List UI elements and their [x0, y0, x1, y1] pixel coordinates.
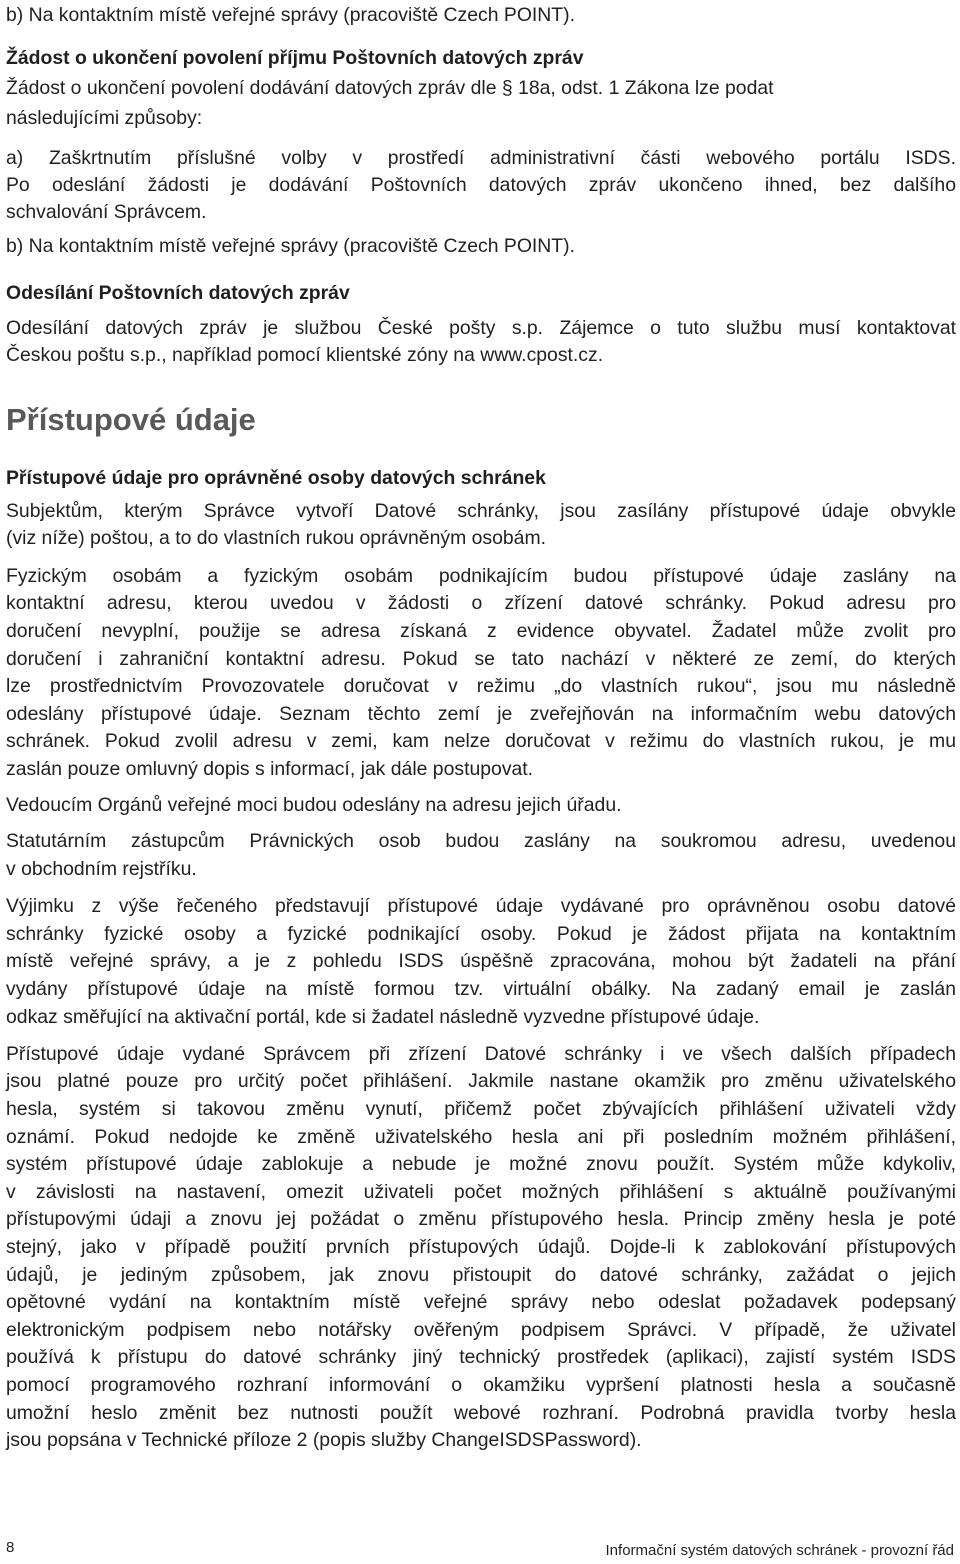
subheading: Přístupové údaje pro oprávněné osoby datových schránek: [6, 467, 546, 489]
paragraph-line: údajů, je jediným způsobem, jak znovu přistoupit do datové schránky, zažádat o jejich: [6, 1264, 956, 1286]
paragraph-line: stejný, jako v případě použití prvních přístupových údajů. Dojde-li k zablokování přístupových: [6, 1236, 956, 1258]
paragraph-line: pomocí programového rozhraní informování o okamžiku vypršení platnosti hesla a současně: [6, 1374, 956, 1396]
paragraph-line: umožní heslo změnit bez nutnosti použít webové rozhraní. Podrobná pravidla tvorby hesla: [6, 1402, 956, 1424]
paragraph-line: Fyzickým osobám a fyzickým osobám podnikajícím budou přístupové údaje zaslány na: [6, 565, 956, 587]
paragraph-line: Přístupové údaje vydané Správcem při zřízení Datové schránky i ve všech dalších případech: [6, 1043, 956, 1065]
paragraph-line: následujícími způsoby:: [6, 107, 203, 129]
page-number: 8: [6, 1539, 15, 1556]
paragraph-line: schránky fyzické osoby a fyzické podnikající osoby. Pokud je žádost přijata na kontaktním: [6, 923, 956, 945]
paragraph-line: hesla, systém si takovou změnu vynutí, přičemž počet zbývajících přihlášení uživateli vždy: [6, 1098, 956, 1120]
paragraph-line: elektronickým podpisem nebo notářsky ověřeným podpisem Správci. V případě, že uživatel: [6, 1319, 956, 1341]
paragraph-line: a) Zaškrtnutím příslušné volby v prostředí administrativní části webového portálu ISDS.: [6, 147, 956, 169]
paragraph-line: jsou popsána v Technické příloze 2 (popis služby ChangeISDSPassword).: [6, 1429, 642, 1451]
paragraph-line: jsou platné pouze pro určitý počet přihlášení. Jakmile nastane okamžik pro změnu uživatelského: [6, 1070, 956, 1092]
paragraph-line: odkaz směřující na aktivační portál, kde si žadatel následně vyzvedne přístupové údaje.: [6, 1006, 760, 1028]
paragraph-line: zaslán pouze omluvný dopis s informací, jak dále postupovat.: [6, 758, 534, 780]
paragraph-line: používá k přístupu do datové schránky jiný technický prostředek (aplikaci), zajistí systém ISDS: [6, 1346, 956, 1368]
paragraph-line: doručení i zahraniční kontaktní adresu. Pokud se tato nachází v některé ze zemí, do kterých: [6, 648, 956, 670]
paragraph-line: v obchodním rejstříku.: [6, 858, 197, 880]
paragraph-line: Českou poštu s.p., například pomocí klientské zóny na www.cpost.cz.: [6, 344, 604, 366]
paragraph-line: b) Na kontaktním místě veřejné správy (pracoviště Czech POINT).: [6, 4, 575, 26]
paragraph-line: schvalování Správcem.: [6, 201, 207, 223]
paragraph-line: Subjektům, kterým Správce vytvoří Datové schránky, jsou zasílány přístupové údaje obvykle: [6, 500, 956, 522]
paragraph-line: v závislosti na nastavení, omezit uživateli počet možných přihlášení s aktuálně používanými: [6, 1181, 956, 1203]
paragraph-line: místě veřejné správy, a je z pohledu ISDS úspěšně zpracována, mohou být žadateli na přání: [6, 950, 956, 972]
paragraph-line: Statutárním zástupcům Právnických osob budou zaslány na soukromou adresu, uvedenou: [6, 830, 956, 852]
subheading: Odesílání Poštovních datových zpráv: [6, 282, 350, 304]
footer-document-title: Informační systém datových schránek - provozní řád: [605, 1542, 954, 1559]
paragraph-line: opětovné vydání na kontaktním místě veřejné správy nebo odeslat požadavek podepsaný: [6, 1291, 956, 1313]
paragraph-line: Po odeslání žádosti je dodávání Poštovních datových zpráv ukončeno ihned, bez dalšího: [6, 174, 956, 196]
paragraph-line: doručení nevyplní, použije se adresa získaná z evidence obyvatel. Žadatel může zvolit pro: [6, 620, 956, 642]
paragraph-line: lze prostřednictvím Provozovatele doručovat v režimu „do vlastních rukou“, jsou mu následně: [6, 675, 956, 697]
paragraph-line: Vedoucím Orgánů veřejné moci budou odeslány na adresu jejich úřadu.: [6, 794, 622, 816]
paragraph-line: odeslány přístupové údaje. Seznam těchto zemí je zveřejňován na informačním webu datových: [6, 703, 956, 725]
paragraph-line: vydány přístupové údaje na místě formou tzv. virtuální obálky. Na zadaný email je zaslán: [6, 978, 956, 1000]
paragraph-line: Výjimku z výše řečeného představují přístupové údaje vydávané pro oprávněnou osobu datové: [6, 895, 956, 917]
paragraph-line: kontaktní adresu, kterou uvedou v žádosti o zřízení datové schránky. Pokud adresu pro: [6, 592, 956, 614]
paragraph-line: schránek. Pokud zvolil adresu v zemi, kam nelze doručovat v režimu do vlastních rukou, je mu: [6, 730, 956, 752]
paragraph-line: systém přístupové údaje zablokuje a nebude je možné znovu použít. Systém může kdykoliv,: [6, 1153, 956, 1175]
subheading: Žádost o ukončení povolení příjmu Poštovních datových zpráv: [6, 47, 584, 69]
paragraph-line: Žádost o ukončení povolení dodávání datových zpráv dle § 18a, odst. 1 Zákona lze podat: [6, 77, 774, 99]
paragraph-line: oznámí. Pokud nedojde ke změně uživatelského hesla ani při posledním možném přihlášení,: [6, 1126, 956, 1148]
paragraph-line: (viz níže) poštou, a to do vlastních rukou oprávněným osobám.: [6, 527, 546, 549]
paragraph-line: Odesílání datových zpráv je službou České pošty s.p. Zájemce o tuto službu musí kontaktovat: [6, 317, 956, 339]
paragraph-line: b) Na kontaktním místě veřejné správy (pracoviště Czech POINT).: [6, 235, 575, 257]
paragraph-line: přístupovými údaji a znovu jej požádat o změnu přístupového hesla. Princip změny hesla je poté: [6, 1208, 956, 1230]
section-title: Přístupové údaje: [6, 402, 256, 437]
